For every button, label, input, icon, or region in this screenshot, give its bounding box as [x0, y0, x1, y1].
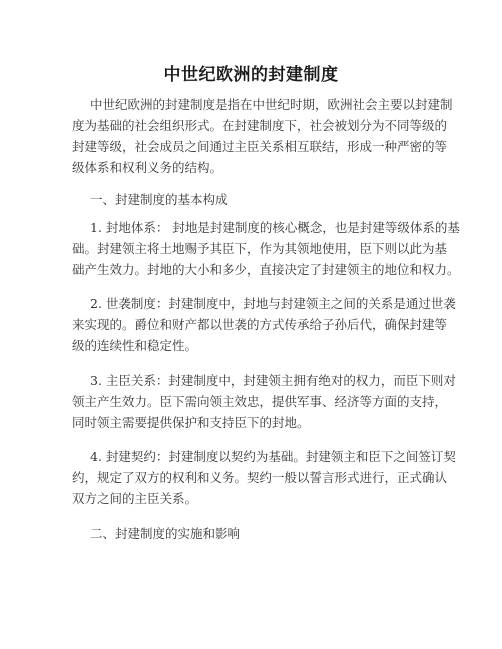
paragraph-line: 础。封建领主将土地赐予其臣下，作为其领地使用，臣下则以此为基: [72, 241, 448, 256]
paragraph-line: 2. 世袭制度：封建制度中，封地与封建领主之间的关系是通过世袭: [90, 296, 456, 311]
paragraph-line: 双方之间的主臣关系。: [72, 491, 198, 506]
paragraph-line: 约，规定了双方的权利和义务。契约一般以誓言形式进行，正式确认: [72, 470, 448, 485]
section-heading-text: 二、封建制度的实施和影响: [90, 526, 241, 541]
paragraph-line: 来实现的。爵位和财产都以世袭的方式传承给子孙后代，确保封建等: [72, 317, 448, 332]
paragraph-item-2: [72, 293, 456, 356]
paragraph-line: 础产生效力。封地的大小和多少，直接决定了封建领主的地位和权力。: [72, 262, 460, 277]
paragraph-line: 封建等级，社会成员之间通过主臣关系相互联结，形成一种严密的等: [72, 139, 448, 154]
paragraph-line: 级的连续性和稳定性。: [72, 338, 198, 353]
paragraph-line: 3. 主臣关系：封建制度中，封建领主拥有绝对的权力，而臣下则对: [90, 373, 456, 388]
paragraph-line: 中世纪欧洲的封建制度是指在中世纪时期，欧洲社会主要以封建制: [90, 97, 453, 112]
paragraph-line: 4. 封建契约：封建制度以契约为基础。封建领主和臣下之间签订契: [90, 449, 456, 464]
paragraph-item-3: [72, 370, 456, 433]
paragraph-line: 级体系和权利义务的结构。: [72, 160, 223, 175]
paragraph-line: 1. 封地体系： 封地是封建制度的核心概念，也是封建等级体系的基: [90, 220, 460, 235]
paragraph-intro: [72, 94, 452, 178]
section-heading-1: [72, 189, 452, 210]
paragraph-line: 领主产生效力。臣下需向领主效忠，提供军事、经济等方面的支持，: [72, 394, 448, 409]
paragraph-line: 同时领主需要提供保护和支持臣下的封地。: [72, 415, 310, 430]
paragraph-line: 度为基础的社会组织形式。在封建制度下，社会被划分为不同等级的: [72, 118, 448, 133]
paragraph-item-4: [72, 446, 456, 509]
document-title: 中世纪欧洲的封建制度: [163, 65, 339, 85]
section-heading-text: 一、封建制度的基本构成: [90, 192, 228, 207]
paragraph-item-1: [72, 217, 460, 280]
section-heading-2: [72, 523, 452, 544]
